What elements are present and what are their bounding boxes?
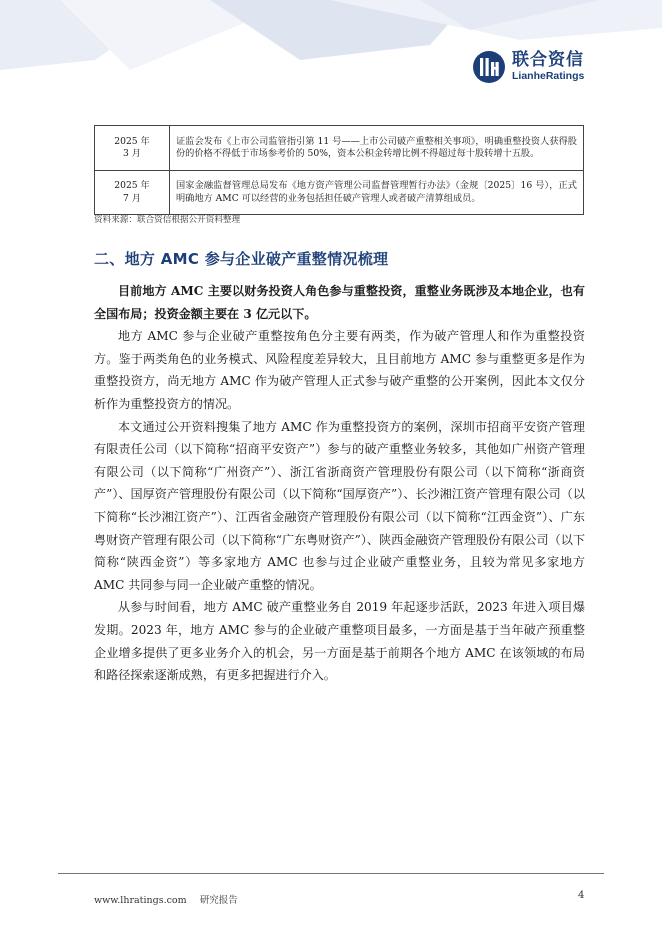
table-row xyxy=(95,171,584,215)
month-text: 7 月 xyxy=(123,192,141,204)
brand-name-en: LianheRatings xyxy=(512,70,585,82)
timeline-table xyxy=(94,125,584,215)
lianhe-logo-icon xyxy=(472,50,506,84)
brand-logo xyxy=(472,50,584,84)
footer-website: www.lhratings.com xyxy=(94,895,187,906)
source-note: 资料来源：联合资信根据公开资料整理 xyxy=(94,215,241,225)
year-text: 2025 年 xyxy=(114,135,150,147)
footer-divider xyxy=(58,873,604,874)
section-body xyxy=(94,280,585,687)
body-paragraph: 从参与时间看，地方 AMC 破产重整业务自 2019 年起逐步活跃，2023 年进入项目爆发期。2023 年，地方 AMC 参与的企业破产重整项目最多，一方面是基于当年破产预重整企业增多提供了更多业务介入的机会，另一方面是基于前期各个地方 AMC 在该领域的布局和路径探索逐渐成熟，有更多把握进行介入。 xyxy=(94,600,585,683)
year-cell xyxy=(95,126,170,171)
footer-info xyxy=(94,892,248,906)
event-cell: 证监会发布《上市公司监管指引第 11 号——上市公司破产重整相关事项》，明确重整投资人获得股份的价格不得低于市场参考价的 50%，资本公积金转增比例不得超过每十股转增十五股。 xyxy=(170,126,584,171)
lead-paragraph: 目前地方 AMC 主要以财务投资人角色参与重整投资，重整业务既涉及本地企业，也有全国布局；投资金额主要在 3 亿元以下。 xyxy=(94,284,585,321)
event-cell: 国家金融监督管理总局发布《地方资产管理公司监督管理暂行办法》（金规〔2025〕16 号），正式明确地方 AMC 可以经营的业务包括担任破产管理人或者破产清算组成员。 xyxy=(170,171,584,215)
month-text: 3 月 xyxy=(123,148,141,159)
body-paragraph: 地方 AMC 参与企业破产重整按角色分主要有两类，作为破产管理人和作为重整投资方。鉴于两类角色的业务模式、风险程度差异较大，且目前地方 AMC 参与重整更多是作为重整投资方，尚无地方 AMC 作为破产管理人正式参与破产重整的公开案例，因此本文仅分析作为重整投资方的情况。 xyxy=(94,329,585,411)
footer-doc-type: 研究报告 xyxy=(199,895,238,906)
year-cell xyxy=(95,171,170,215)
page-number: 4 xyxy=(578,890,585,901)
body-paragraph: 本文通过公开资料搜集了地方 AMC 作为重整投资方的案例，深圳市招商平安资产管理有限责任公司（以下简称“招商平安资产”）参与的破产重整业务较多，其他如广州资产管理有限公司（以下简称“广州资产”）、浙江省浙商资产管理股份有限公司（以下简称“浙商资产”）、国厚资产管理股份有限公司（以下简称“国厚资产”）、长沙湘江资产管理有限公司（以下简称“长沙湘江资产”）、江西省金融资产管理股份有限公司（以下简称“江西金资”）、广东粤财资产管理有限公司（以下简称“广东粤财资产”）、陕西金融资产管理股份有限公司（以下简称“陕西金资”）等多家地方 AMC 也参与过企业破产重整业务，且较为常见多家地方 AMC 共同参与同一企业破产重整的情况。 xyxy=(94,419,585,592)
year-text: 2025 年 xyxy=(114,180,150,191)
section-title: 二、地方 AMC 参与企业破产重整情况梳理 xyxy=(94,250,389,268)
brand-name-cn: 联合资信 xyxy=(512,50,584,70)
table-row xyxy=(95,126,584,171)
